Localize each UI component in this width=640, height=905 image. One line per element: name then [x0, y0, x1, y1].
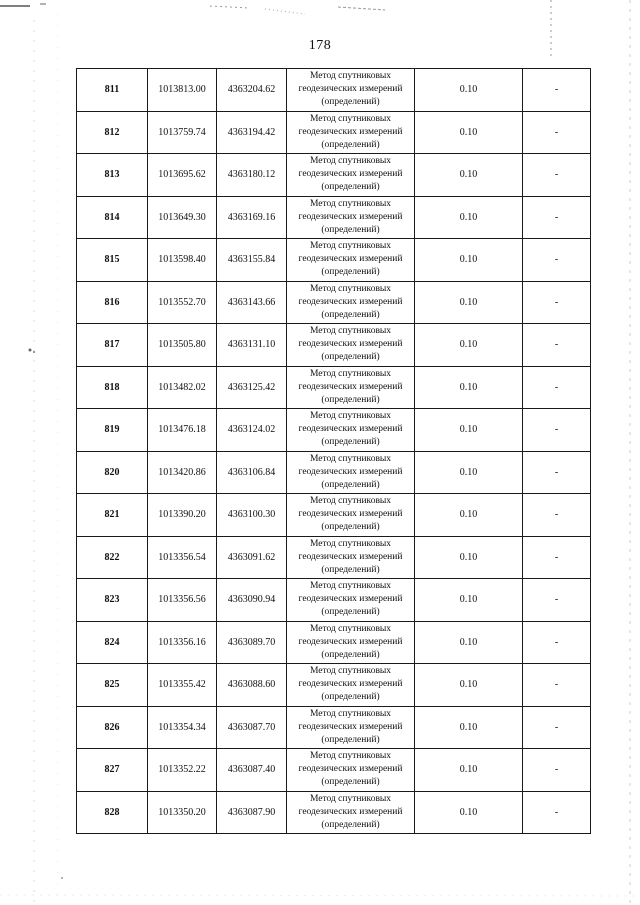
method-line: Метод спутниковых — [309, 113, 392, 124]
point-number-cell: 818 — [77, 366, 148, 409]
y-coordinate-cell: 4363100.30 — [217, 494, 287, 537]
x-coordinate-cell: 1013598.40 — [148, 239, 217, 282]
table-row — [77, 749, 591, 792]
method-cell — [287, 621, 415, 664]
method-line: Метод спутниковых — [309, 581, 392, 592]
note-cell: - — [523, 239, 591, 282]
x-coordinate-cell: 1013505.80 — [148, 324, 217, 367]
table-row — [77, 536, 591, 579]
note-cell: - — [523, 536, 591, 579]
accuracy-cell: 0.10 — [415, 154, 523, 197]
method-line: Метод спутниковых — [309, 453, 392, 464]
accuracy-cell: 0.10 — [415, 409, 523, 452]
method-line: Метод спутниковых — [309, 156, 392, 167]
method-cell — [287, 366, 415, 409]
x-coordinate-cell: 1013356.54 — [148, 536, 217, 579]
coordinates-table — [76, 68, 591, 834]
note-cell: - — [523, 664, 591, 707]
y-coordinate-cell: 4363091.62 — [217, 536, 287, 579]
table-row — [77, 111, 591, 154]
table-row — [77, 281, 591, 324]
method-line: (определений) — [321, 564, 380, 575]
method-line: (определений) — [321, 479, 380, 490]
note-cell: - — [523, 791, 591, 834]
method-line: (определений) — [321, 692, 380, 703]
method-cell — [287, 451, 415, 494]
y-coordinate-cell: 4363180.12 — [217, 154, 287, 197]
method-line: геодезических измерений — [298, 296, 403, 307]
accuracy-cell: 0.10 — [415, 324, 523, 367]
accuracy-cell: 0.10 — [415, 536, 523, 579]
point-number-cell: 824 — [77, 621, 148, 664]
point-number-cell: 823 — [77, 579, 148, 622]
method-line: геодезических измерений — [298, 126, 403, 137]
point-number-cell: 814 — [77, 196, 148, 239]
note-cell: - — [523, 281, 591, 324]
x-coordinate-cell: 1013813.00 — [148, 69, 217, 112]
method-line: (определений) — [321, 309, 380, 320]
table-row — [77, 366, 591, 409]
x-coordinate-cell: 1013390.20 — [148, 494, 217, 537]
method-line: Метод спутниковых — [309, 411, 392, 422]
accuracy-cell: 0.10 — [415, 579, 523, 622]
method-line: Метод спутниковых — [309, 368, 392, 379]
method-line: геодезических измерений — [298, 551, 403, 562]
point-number-cell: 828 — [77, 791, 148, 834]
method-line: геодезических измерений — [298, 764, 403, 775]
accuracy-cell: 0.10 — [415, 494, 523, 537]
note-cell: - — [523, 579, 591, 622]
table-row — [77, 239, 591, 282]
x-coordinate-cell: 1013354.34 — [148, 706, 217, 749]
method-line: (определений) — [321, 139, 380, 150]
point-number-cell: 817 — [77, 324, 148, 367]
accuracy-cell: 0.10 — [415, 706, 523, 749]
method-line: (определений) — [321, 777, 380, 788]
note-cell: - — [523, 324, 591, 367]
accuracy-cell: 0.10 — [415, 749, 523, 792]
y-coordinate-cell: 4363087.40 — [217, 749, 287, 792]
x-coordinate-cell: 1013355.42 — [148, 664, 217, 707]
method-line: Метод спутниковых — [309, 283, 392, 294]
table-row — [77, 196, 591, 239]
x-coordinate-cell: 1013759.74 — [148, 111, 217, 154]
method-line: геодезических измерений — [298, 339, 403, 350]
point-number-cell: 813 — [77, 154, 148, 197]
method-line: Метод спутниковых — [309, 198, 392, 209]
point-number-cell: 826 — [77, 706, 148, 749]
method-line: (определений) — [321, 819, 380, 830]
method-line: (определений) — [321, 522, 380, 533]
table-row — [77, 621, 591, 664]
accuracy-cell: 0.10 — [415, 281, 523, 324]
method-line: геодезических измерений — [298, 424, 403, 435]
method-cell — [287, 196, 415, 239]
method-cell — [287, 239, 415, 282]
y-coordinate-cell: 4363169.16 — [217, 196, 287, 239]
method-cell — [287, 281, 415, 324]
method-line: (определений) — [321, 182, 380, 193]
method-line: геодезических измерений — [298, 594, 403, 605]
table-row — [77, 579, 591, 622]
method-line: (определений) — [321, 649, 380, 660]
x-coordinate-cell: 1013356.56 — [148, 579, 217, 622]
table-row — [77, 706, 591, 749]
method-line: геодезических измерений — [298, 679, 403, 690]
method-line: геодезических измерений — [298, 211, 403, 222]
point-number-cell: 812 — [77, 111, 148, 154]
table-row — [77, 324, 591, 367]
note-cell: - — [523, 494, 591, 537]
y-coordinate-cell: 4363087.90 — [217, 791, 287, 834]
table-body — [77, 69, 591, 834]
table-row — [77, 154, 591, 197]
y-coordinate-cell: 4363088.60 — [217, 664, 287, 707]
method-line: Метод спутниковых — [309, 241, 392, 252]
x-coordinate-cell: 1013476.18 — [148, 409, 217, 452]
table-row — [77, 664, 591, 707]
method-line: Метод спутниковых — [309, 793, 392, 804]
note-cell: - — [523, 749, 591, 792]
method-cell — [287, 664, 415, 707]
method-cell — [287, 706, 415, 749]
method-line: Метод спутниковых — [309, 751, 392, 762]
x-coordinate-cell: 1013350.20 — [148, 791, 217, 834]
table-row — [77, 791, 591, 834]
accuracy-cell: 0.10 — [415, 239, 523, 282]
y-coordinate-cell: 4363106.84 — [217, 451, 287, 494]
x-coordinate-cell: 1013649.30 — [148, 196, 217, 239]
note-cell: - — [523, 111, 591, 154]
method-line: геодезических измерений — [298, 84, 403, 95]
method-line: Метод спутниковых — [309, 708, 392, 719]
method-line: (определений) — [321, 97, 380, 108]
point-number-cell: 815 — [77, 239, 148, 282]
table-row — [77, 69, 591, 112]
x-coordinate-cell: 1013352.22 — [148, 749, 217, 792]
note-cell: - — [523, 196, 591, 239]
x-coordinate-cell: 1013695.62 — [148, 154, 217, 197]
accuracy-cell: 0.10 — [415, 664, 523, 707]
table-row — [77, 451, 591, 494]
point-number-cell: 827 — [77, 749, 148, 792]
x-coordinate-cell: 1013482.02 — [148, 366, 217, 409]
y-coordinate-cell: 4363087.70 — [217, 706, 287, 749]
method-line: геодезических измерений — [298, 381, 403, 392]
point-number-cell: 825 — [77, 664, 148, 707]
table-row — [77, 409, 591, 452]
point-number-cell: 811 — [77, 69, 148, 112]
page-number: 178 — [308, 38, 332, 53]
method-line: (определений) — [321, 437, 380, 448]
method-cell — [287, 749, 415, 792]
table-row — [77, 494, 591, 537]
y-coordinate-cell: 4363194.42 — [217, 111, 287, 154]
accuracy-cell: 0.10 — [415, 111, 523, 154]
method-line: геодезических измерений — [298, 636, 403, 647]
point-number-cell: 820 — [77, 451, 148, 494]
method-line: геодезических измерений — [298, 806, 403, 817]
method-cell — [287, 791, 415, 834]
note-cell: - — [523, 621, 591, 664]
method-line: Метод спутниковых — [309, 538, 392, 549]
note-cell: - — [523, 409, 591, 452]
method-line: Метод спутниковых — [309, 71, 392, 82]
method-cell — [287, 154, 415, 197]
method-line: (определений) — [321, 394, 380, 405]
y-coordinate-cell: 4363131.10 — [217, 324, 287, 367]
y-coordinate-cell: 4363090.94 — [217, 579, 287, 622]
note-cell: - — [523, 706, 591, 749]
x-coordinate-cell: 1013356.16 — [148, 621, 217, 664]
method-cell — [287, 69, 415, 112]
method-line: геодезических измерений — [298, 254, 403, 265]
method-line: (определений) — [321, 734, 380, 745]
y-coordinate-cell: 4363204.62 — [217, 69, 287, 112]
accuracy-cell: 0.10 — [415, 196, 523, 239]
accuracy-cell: 0.10 — [415, 621, 523, 664]
method-line: (определений) — [321, 267, 380, 278]
accuracy-cell: 0.10 — [415, 366, 523, 409]
method-line: (определений) — [321, 352, 380, 363]
method-line: Метод спутниковых — [309, 666, 392, 677]
y-coordinate-cell: 4363143.66 — [217, 281, 287, 324]
method-line: (определений) — [321, 607, 380, 618]
method-line: Метод спутниковых — [309, 326, 392, 337]
y-coordinate-cell: 4363155.84 — [217, 239, 287, 282]
accuracy-cell: 0.10 — [415, 69, 523, 112]
point-number-cell: 821 — [77, 494, 148, 537]
method-line: Метод спутниковых — [309, 496, 392, 507]
method-line: Метод спутниковых — [309, 623, 392, 634]
note-cell: - — [523, 69, 591, 112]
note-cell: - — [523, 451, 591, 494]
method-cell — [287, 494, 415, 537]
method-cell — [287, 536, 415, 579]
x-coordinate-cell: 1013552.70 — [148, 281, 217, 324]
y-coordinate-cell: 4363089.70 — [217, 621, 287, 664]
method-cell — [287, 409, 415, 452]
point-number-cell: 822 — [77, 536, 148, 579]
method-cell — [287, 111, 415, 154]
method-line: (определений) — [321, 224, 380, 235]
y-coordinate-cell: 4363124.02 — [217, 409, 287, 452]
note-cell: - — [523, 366, 591, 409]
method-cell — [287, 324, 415, 367]
note-cell: - — [523, 154, 591, 197]
accuracy-cell: 0.10 — [415, 451, 523, 494]
method-line: геодезических измерений — [298, 466, 403, 477]
method-line: геодезических измерений — [298, 721, 403, 732]
point-number-cell: 819 — [77, 409, 148, 452]
point-number-cell: 816 — [77, 281, 148, 324]
method-cell — [287, 579, 415, 622]
method-line: геодезических измерений — [298, 169, 403, 180]
x-coordinate-cell: 1013420.86 — [148, 451, 217, 494]
method-line: геодезических измерений — [298, 509, 403, 520]
accuracy-cell: 0.10 — [415, 791, 523, 834]
y-coordinate-cell: 4363125.42 — [217, 366, 287, 409]
